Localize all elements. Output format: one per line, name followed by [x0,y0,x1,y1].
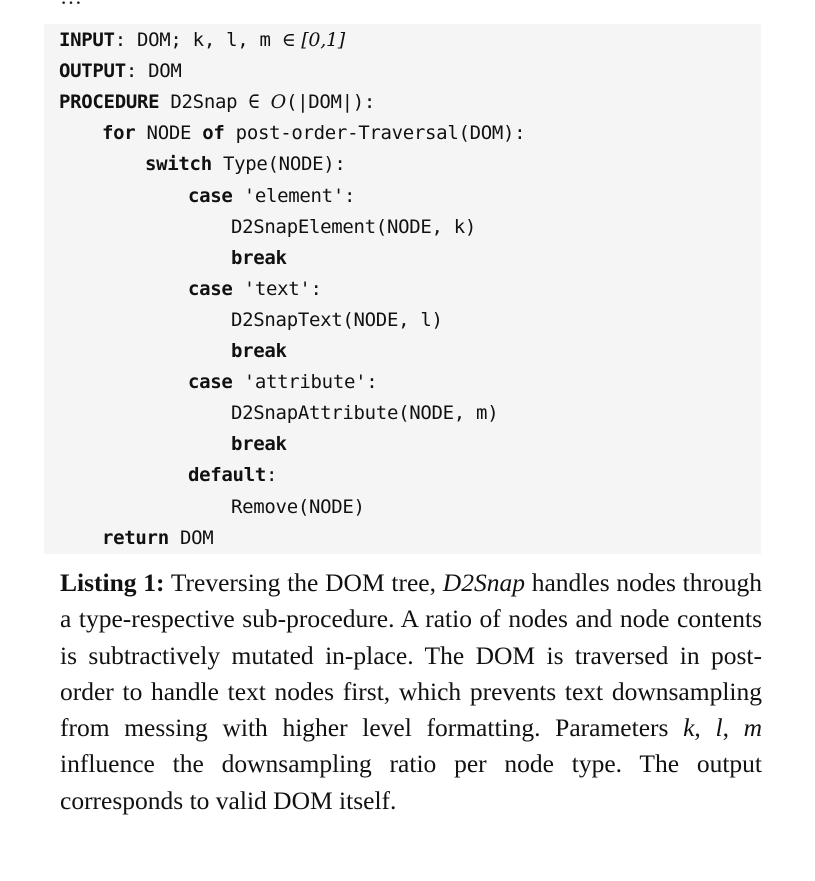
code-text: (|DOM|): [285,91,376,114]
code-keyword: break [231,433,287,456]
code-line [188,461,277,489]
code-text: 'element': [232,184,356,207]
caption-text-after: influence the downsampling ratio per node type. The output corresponds to valid DOM itself. [60,749,762,815]
code-listing [44,24,761,554]
code-line [231,213,476,241]
code-line [59,57,182,85]
code-keyword: break [231,246,287,269]
code-keyword: for [102,122,136,145]
code-math: ∈ [0,1] [281,29,345,51]
code-text: Remove(NODE) [231,495,365,518]
caption-label: Listing 1: [60,568,165,597]
caption-text-middle: handles nodes through a type-respective sub-procedure. A ratio of nodes and node contents is subtractively mutated in-place. The DOM is traversed in post-order to handle text nodes first, which prevents text downsampling from messing with higher level formatting. Parameters [60,568,762,743]
caption-separator: , [722,713,744,743]
code-keyword: OUTPUT [59,60,126,83]
code-keyword: default [188,464,266,487]
caption-param-l: l [715,713,723,743]
code-text: DOM [168,526,214,549]
code-line [231,306,443,334]
code-line [145,150,346,178]
code-keyword: case [188,371,233,394]
code-text: 'attribute': [232,371,378,394]
code-line [102,524,213,552]
caption-text-before: Treversing the DOM tree, [164,568,443,597]
code-math: O [270,91,286,114]
code-text: D2Snap ∈ [159,91,271,114]
code-line [231,337,287,365]
code-keyword: INPUT [59,29,115,51]
code-line [188,275,322,303]
code-keyword: case [188,277,233,300]
code-text: : DOM; k, l, m [114,29,282,51]
code-line [231,399,498,427]
code-text: : [265,464,278,487]
code-line [59,88,375,116]
code-keyword: PROCEDURE [59,91,160,114]
code-text: : DOM [125,60,182,83]
code-keyword: return [102,526,169,549]
caption-emphasis-d2snap: D2Snap [442,568,525,597]
code-line [188,368,377,396]
code-text: D2SnapText(NODE, l) [231,308,443,331]
caption-separator: , [694,713,716,743]
caption-param-m: m [743,713,763,743]
previous-text-fragment [60,0,300,4]
code-line [102,119,525,147]
code-line [231,493,365,521]
code-keyword: switch [145,153,212,176]
code-text: NODE [135,122,203,145]
code-text: Type(NODE): [211,153,346,176]
code-keyword: break [231,340,287,362]
code-line [231,430,287,458]
code-keyword: case [188,184,233,207]
code-line [59,26,345,54]
code-keyword: of [202,122,225,145]
code-text: D2SnapAttribute(NODE, m) [231,402,499,425]
caption-param-k: k [683,713,695,743]
code-text: post-order-Traversal(DOM): [224,122,526,145]
code-text: 'text': [232,277,322,300]
listing-caption [60,565,762,819]
code-line [188,182,355,210]
code-text: D2SnapElement(NODE, k) [231,215,477,238]
code-line [231,244,287,272]
